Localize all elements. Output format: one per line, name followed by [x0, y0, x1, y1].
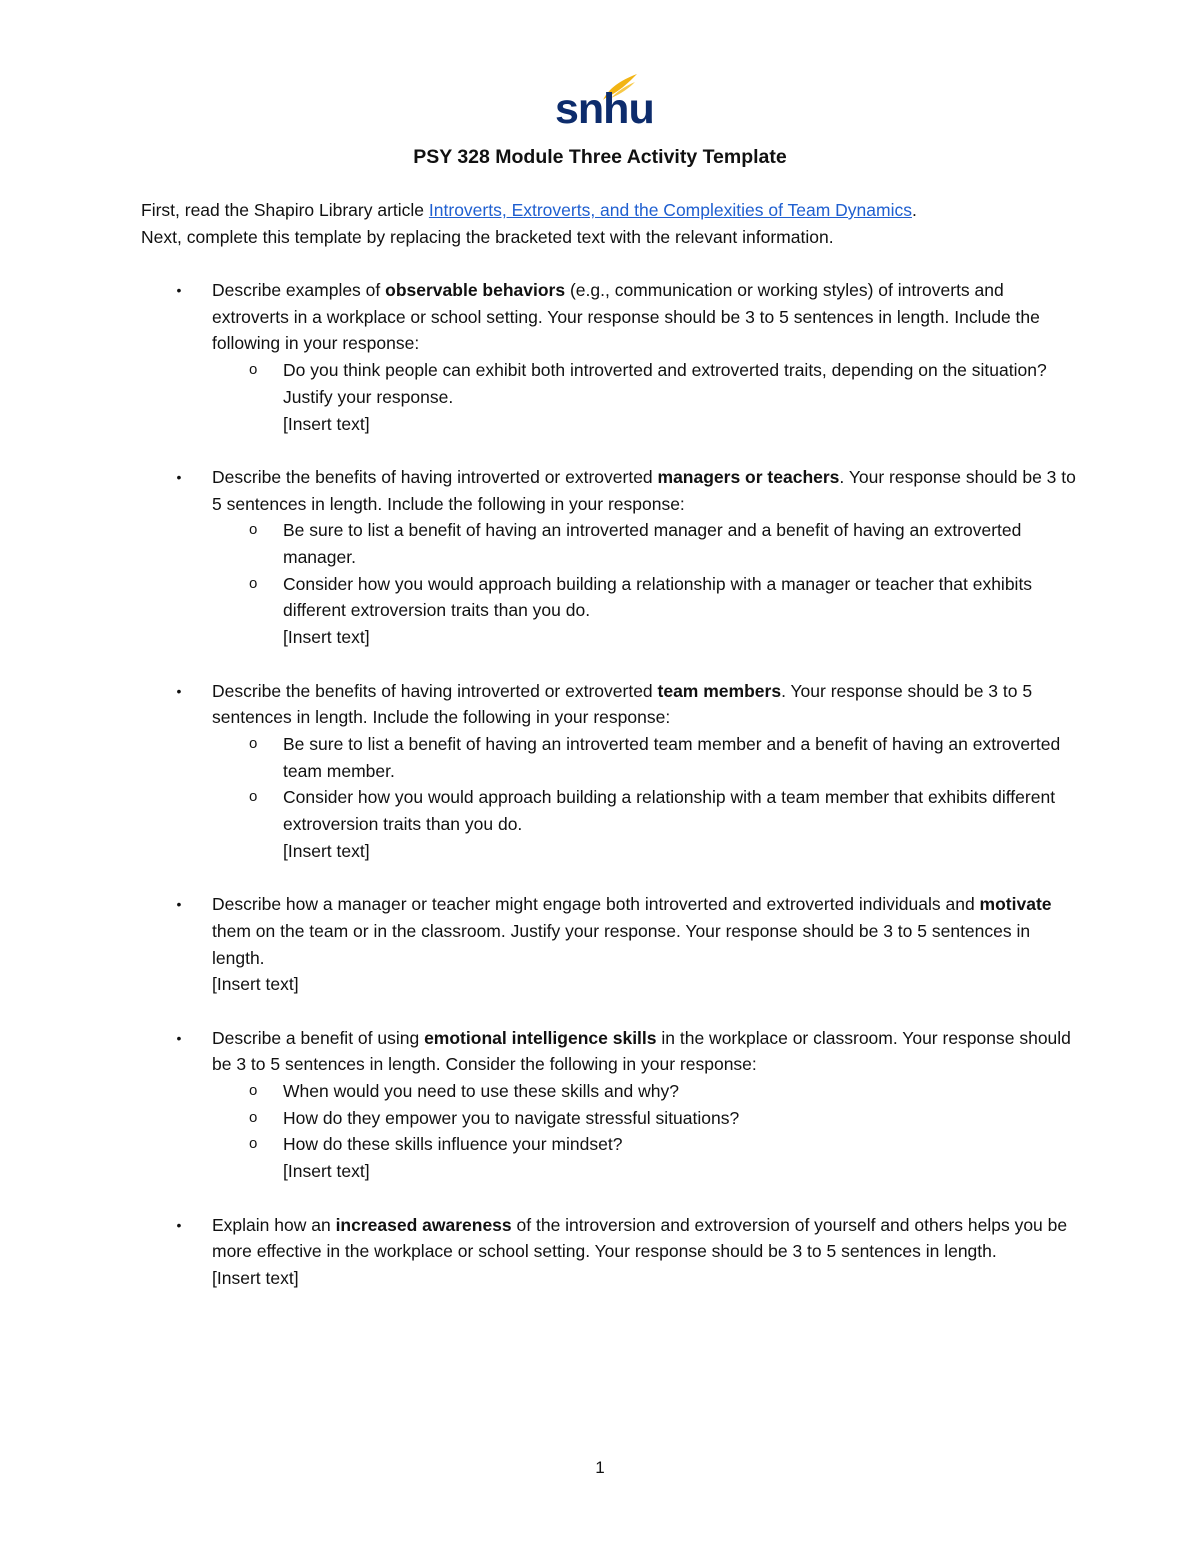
sub-prompt — [212, 1131, 1076, 1158]
prompt-text — [212, 891, 1076, 971]
prompt-text-start: Describe how a manager or teacher might engage both introverted and extroverted individuals and — [212, 894, 980, 915]
prompt-text-end: . Your response should be 3 to 5 sentences in length. Include the following in your response: — [212, 680, 1033, 728]
prompt-text-end: . Your response should be 3 to 5 sentences in length. Include the following in your response: — [212, 466, 1076, 514]
sub-prompt-list — [212, 517, 1076, 624]
sub-prompt-text: When would you need to use these skills and why? — [283, 1081, 679, 1102]
sub-bullet-icon: o — [249, 521, 258, 539]
bullet-icon: • — [176, 1029, 182, 1046]
document-title: PSY 328 Module Three Activity Template — [413, 146, 787, 168]
prompt-text-start: Describe the benefits of having introverted or extroverted — [212, 680, 658, 701]
prompt-text — [212, 1212, 1076, 1265]
bullet-icon: • — [176, 468, 182, 485]
sub-prompt-text: Be sure to list a benefit of having an introverted manager and a benefit of having an extroverted manager. — [283, 520, 1022, 568]
insert-text-placeholder[interactable]: [Insert text] — [283, 1161, 370, 1182]
prompt-text-end: (e.g., communication or working styles) of introverts and extroverts in a workplace or school setting. Your response should be 3 to 5 sentences in length. Include the following in your response: — [212, 280, 1040, 354]
insert-text-placeholder[interactable]: [Insert text] — [283, 840, 370, 861]
sub-prompt — [212, 357, 1076, 410]
prompt-text-start: Describe the benefits of having introverted or extroverted — [212, 466, 658, 487]
sub-bullet-icon: o — [249, 361, 258, 379]
sub-bullet-icon: o — [249, 788, 258, 806]
prompt-keyword: team members — [657, 680, 782, 701]
sub-prompt — [212, 571, 1076, 624]
prompt-keyword: managers or teachers — [657, 466, 840, 487]
intro-line-1 — [141, 197, 1081, 224]
insert-text-placeholder[interactable]: [Insert text] — [283, 413, 370, 434]
sub-prompt — [212, 784, 1076, 837]
bullet-icon: • — [176, 282, 182, 298]
prompt-item — [141, 464, 1076, 651]
sub-prompt-text: Be sure to list a benefit of having an introverted team member and a benefit of having an extroverted team member. — [283, 733, 1061, 781]
sub-prompt — [212, 1105, 1076, 1132]
sub-prompt-list — [212, 731, 1076, 838]
sub-bullet-icon: o — [249, 1082, 258, 1100]
sub-prompt — [212, 517, 1076, 570]
sub-bullet-icon: o — [249, 1108, 258, 1126]
prompt-keyword: increased awareness — [335, 1214, 512, 1235]
bullet-icon: • — [176, 896, 182, 913]
insert-text-placeholder[interactable]: [Insert text] — [212, 1267, 299, 1288]
sub-prompt-text: How do they empower you to navigate stressful situations? — [283, 1107, 740, 1128]
insert-text-placeholder[interactable]: [Insert text] — [283, 627, 370, 648]
prompt-item — [141, 891, 1076, 998]
prompt-item — [141, 1212, 1076, 1292]
sub-bullet-icon: o — [249, 734, 258, 752]
prompt-item — [141, 678, 1076, 865]
prompt-text — [212, 678, 1076, 731]
prompt-text-start: Describe examples of — [212, 280, 386, 300]
prompt-text-end: them on the team or in the classroom. Justify your response. Your response should be 3 to 5 sentences in length. — [212, 920, 1031, 968]
logo-wordmark: snhu — [555, 85, 654, 133]
sub-prompt-text: Do you think people can exhibit both introverted and extroverted traits, depending on the situation? Justify your response. — [283, 360, 1047, 407]
article-link[interactable]: Introverts, Extroverts, and the Complexities of Team Dynamics — [428, 200, 912, 220]
sub-prompt-text: How do these skills influence your mindset? — [283, 1134, 623, 1155]
prompt-text-start: Describe a benefit of using — [212, 1027, 425, 1048]
sub-prompt-text: Consider how you would approach building a relationship with a manager or teacher that exhibits different extroversion traits than you do. — [283, 573, 1033, 621]
prompt-text — [212, 277, 1076, 357]
prompt-text-end: in the workplace or classroom. Your response should be 3 to 5 sentences in length. Consider the following in your response: — [212, 1027, 1071, 1075]
sub-bullet-icon: o — [249, 1135, 258, 1153]
snhu-logo — [555, 72, 654, 133]
insert-text-placeholder[interactable]: [Insert text] — [212, 974, 299, 995]
prompt-text — [212, 1025, 1076, 1078]
sub-prompt-text: Consider how you would approach building a relationship with a team member that exhibits different extroversion traits than you do. — [283, 787, 1056, 835]
intro-text: First, read the Shapiro Library article — [141, 200, 429, 220]
prompt-keyword: emotional intelligence skills — [424, 1027, 657, 1048]
prompt-item — [141, 1025, 1076, 1185]
page-number: 1 — [595, 1458, 605, 1477]
intro-period: . — [911, 200, 917, 220]
sub-prompt — [212, 1078, 1076, 1105]
prompt-keyword: motivate — [979, 894, 1052, 915]
bullet-icon: • — [176, 1216, 182, 1233]
sub-bullet-icon: o — [249, 574, 258, 592]
intro — [141, 197, 1081, 251]
bullet-icon: • — [176, 682, 182, 699]
intro-line-2: Next, complete this template by replacing the bracketed text with the relevant information. — [141, 227, 834, 247]
prompt-text-end: of the introversion and extroversion of yourself and others helps you be more effective in the workplace or school setting. Your response should be 3 to 5 sentences in length. — [212, 1214, 1068, 1262]
prompt-keyword: observable behaviors — [385, 280, 566, 300]
sub-prompt-list — [212, 357, 1076, 410]
sub-prompt-list — [212, 1078, 1076, 1158]
sub-prompt — [212, 731, 1076, 784]
prompt-item — [141, 277, 1076, 437]
prompt-list — [141, 277, 1076, 1318]
prompt-text-start: Explain how an — [212, 1214, 336, 1235]
prompt-text — [212, 464, 1076, 517]
